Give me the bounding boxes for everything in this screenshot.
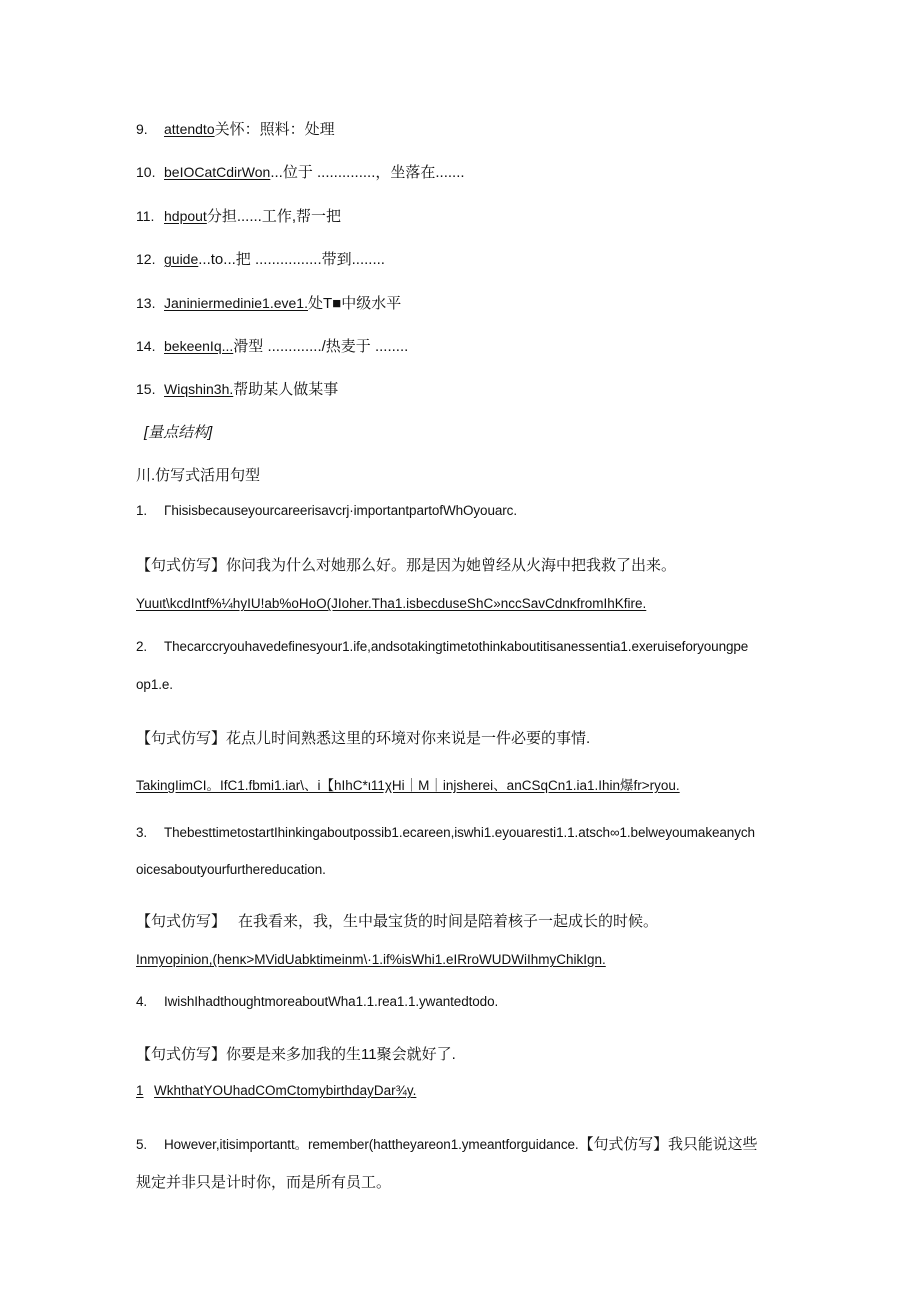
answer-number: 1 [136, 1083, 144, 1098]
item-number: 9. [136, 121, 148, 137]
sentence-text: ThebesttimetostartIhinkingaboutpossib1.ecareen,iswhi1.eyouaresti1.1.atsch∞1.belweyoumakeanych [164, 825, 755, 840]
sentence-continuation: 规定并非只是计时你，而是所有员工。 [136, 1174, 392, 1191]
imitation-text: 花点儿时间熟悉这里的环境对你来说是一件必要的事情. [226, 730, 591, 747]
phrase-item [136, 335, 408, 356]
item-number: 13. [136, 295, 156, 311]
phrase-item [136, 118, 335, 139]
phrase-en: hdpout [164, 208, 207, 224]
sentence-item [136, 994, 498, 1009]
imitation-prompt [136, 727, 590, 748]
imitation-label: 【句式仿写】 [578, 1136, 668, 1153]
item-number: 1. [136, 503, 148, 518]
answer-text: WkhthatYOUhadCOmCtomybirthdayDar¾y. [154, 1083, 417, 1098]
item-number: 3. [136, 825, 148, 840]
answer-line: TakingIimCI。IfC1.fbmi1.iar\、i【hIhC*ι11χHi｜M｜injsherei、anCSqCn1.ia1.Ihin爆fr>ryou. [136, 778, 680, 793]
section-label: [量点结构] [144, 424, 213, 441]
phrase-en: attendto [164, 121, 215, 137]
answer-line [136, 1083, 416, 1098]
sentence-continuation: op1.e. [136, 677, 173, 692]
phrase-item [136, 378, 338, 399]
item-number: 12. [136, 251, 156, 267]
item-number: 15. [136, 381, 156, 397]
phrase-en: Janiniermedinie1.eve1. [164, 295, 308, 311]
imitation-text: 你要是来多加我的生11聚会就好了. [226, 1046, 456, 1063]
answer-line: Yuuιt\kcdIntf%¼hyIU!ab%oHoO(JIoher.Tha1.isbecduseShC»nccSavCdnκfromIhKfire. [136, 596, 647, 611]
imitation-prompt [136, 554, 676, 575]
item-number: 11. [136, 208, 155, 224]
phrase-en: Wiqshin3h. [164, 381, 234, 397]
imitation-prompt [136, 1043, 456, 1064]
section-heading: 川.仿写式活用句型 [136, 467, 261, 484]
sentence-item [136, 503, 517, 518]
item-number: 4. [136, 994, 148, 1009]
phrase-zh: 处T■中级水平 [307, 295, 402, 312]
phrase-zh: ...to...把 ................带到........ [198, 251, 385, 268]
answer-line: Inmyopinion,(henκ>MVidUabktimeinm\·1.if%isWhi1.eIRroWUDWiIhmyChikIgn. [136, 952, 606, 967]
sentence-continuation: oicesaboutyourfurthereducation. [136, 862, 326, 877]
sentence-text: Γhisisbecauseyourcareerisavcrj·importantpartofWhOyouarc. [164, 503, 517, 518]
sentence-text: However,itisimportantt。remember(hattheyareon1.ymeantforguidance. [164, 1137, 579, 1152]
sentence-text: IwishIhadthoughtmoreaboutWha1.1.rea1.1.ywantedtodo. [164, 994, 499, 1009]
sentence-item [136, 1133, 757, 1154]
imitation-label: 【句式仿写】 [136, 1046, 227, 1063]
item-number: 14. [136, 338, 156, 354]
imitation-label: 【句式仿写】 [136, 913, 227, 930]
phrase-zh: 滑型 ............./热麦于 ........ [233, 338, 409, 355]
phrase-zh: 帮助某人做某事 [233, 381, 339, 398]
phrase-en: bekeenIq... [164, 338, 234, 354]
phrase-zh: 关怀：照料：处理 [214, 121, 335, 138]
phrase-item [136, 205, 341, 226]
phrase-item [136, 248, 385, 269]
imitation-text: 你问我为什么对她那么好。那是因为她曾经从火海中把我救了出来。 [226, 557, 677, 574]
phrase-item [136, 292, 401, 313]
sentence-item [136, 639, 748, 654]
item-number: 5. [136, 1137, 148, 1152]
phrase-item [136, 161, 465, 182]
phrase-en: guide [164, 251, 199, 267]
imitation-text: 在我看来，我，生中最宝货的时间是陪着核子一起成长的时候。 [238, 913, 659, 930]
imitation-prompt [136, 910, 658, 931]
item-number: 10. [136, 164, 156, 180]
phrase-zh: 分担......工作,帮一把 [206, 208, 342, 225]
imitation-text: 我只能说这些 [667, 1136, 758, 1153]
imitation-label: 【句式仿写】 [136, 730, 227, 747]
item-number: 2. [136, 639, 148, 654]
phrase-zh: ...位于 ..............，坐落在....... [270, 164, 465, 181]
sentence-item [136, 825, 755, 840]
imitation-label: 【句式仿写】 [136, 557, 227, 574]
phrase-en: beIOCatCdirWon [164, 164, 271, 180]
sentence-text: Thecarccryouhavedefinesyour1.ife,andsotakingtimetothinkaboutitisanessentia1.exeruiseforyoungpe [164, 639, 749, 654]
